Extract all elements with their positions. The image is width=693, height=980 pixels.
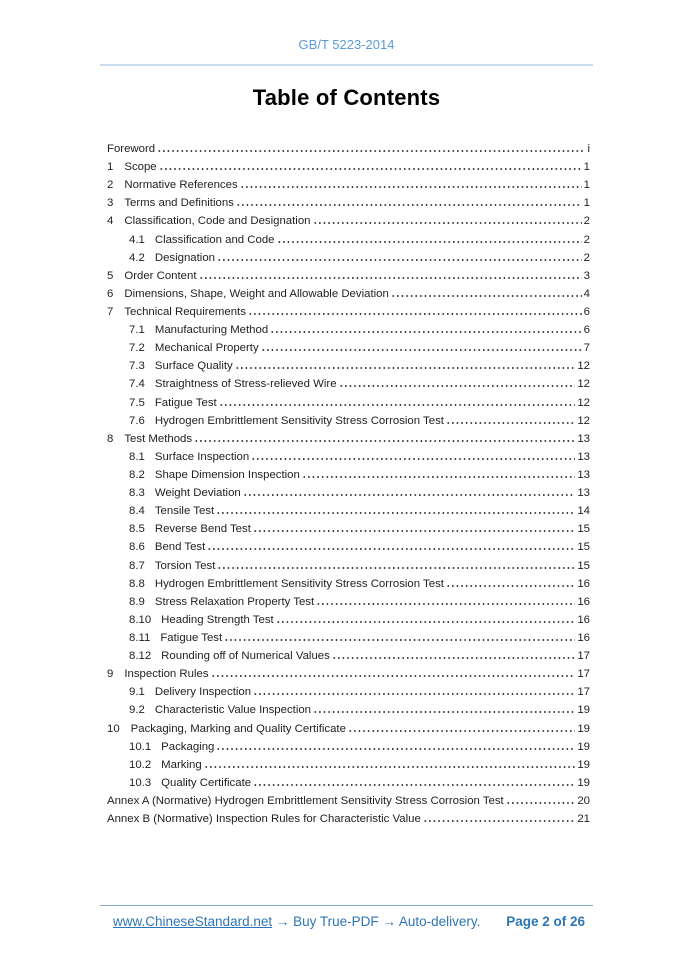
toc-entry[interactable]	[107, 647, 590, 665]
toc-entry-number: 7.3	[129, 360, 145, 373]
toc-entry[interactable]	[107, 176, 590, 194]
toc-entry-title: Torsion Test	[154, 559, 216, 572]
toc-entry-number: 8.7	[129, 559, 145, 572]
toc-entry-page: 17	[577, 650, 590, 663]
toc-entry-page: 17	[577, 668, 590, 681]
toc-entry-number: 9	[107, 668, 114, 681]
toc-entry[interactable]	[107, 701, 590, 719]
toc-entry-number: 7.6	[129, 414, 145, 427]
toc-entry[interactable]	[107, 140, 590, 158]
toc-entry-number: 9.2	[129, 704, 145, 717]
toc-entry-page: 6	[583, 305, 590, 318]
header-divider	[100, 64, 593, 66]
toc-entry[interactable]	[107, 593, 590, 611]
toc-entry[interactable]	[107, 357, 590, 375]
toc-entry[interactable]	[107, 321, 590, 339]
toc-dot-leader	[160, 168, 582, 170]
toc-entry[interactable]	[107, 339, 590, 357]
toc-entry-number: 10.1	[129, 740, 152, 753]
toc-dot-leader	[200, 277, 582, 279]
toc-dot-leader	[271, 331, 581, 333]
toc-entry-number: 8.8	[129, 577, 145, 590]
toc-entry-title: Packaging, Marking and Quality Certificate	[130, 722, 346, 735]
toc-dot-leader	[236, 367, 576, 369]
toc-entry-number: 8.9	[129, 595, 145, 608]
toc-entry-number: 5	[107, 269, 114, 282]
toc-entry-page: 12	[577, 396, 590, 409]
toc-dot-leader	[262, 349, 582, 351]
toc-entry-number: 4.2	[129, 251, 145, 264]
toc-dot-leader	[220, 404, 576, 406]
toc-entry-title: Weight Deviation	[154, 487, 241, 500]
toc-dot-leader	[254, 530, 575, 532]
toc-entry-page: 16	[577, 577, 590, 590]
toc-entry-page: 15	[577, 559, 590, 572]
toc-entry-page: 19	[577, 722, 590, 735]
toc-entry-title: Surface Quality	[154, 360, 233, 373]
toc-entry-page: 15	[577, 541, 590, 554]
toc-entry-number: 8.10	[129, 613, 152, 626]
toc-dot-leader	[205, 766, 576, 768]
toc-entry-page: 7	[583, 342, 590, 355]
toc-entry-title: Bend Test	[154, 541, 206, 554]
toc-entry[interactable]	[107, 756, 590, 774]
standard-code: GB/T 5223-2014	[298, 37, 395, 52]
toc-dot-leader	[252, 458, 575, 460]
toc-entry[interactable]	[107, 375, 590, 393]
toc-entry-title: Tensile Test	[154, 505, 215, 518]
toc-entry[interactable]	[107, 231, 590, 249]
toc-entry-number: 8.5	[129, 523, 145, 536]
toc-entry-title: Inspection Rules	[124, 668, 209, 681]
toc-entry-title: Classification, Code and Designation	[124, 215, 311, 228]
toc-dot-leader	[212, 675, 576, 677]
toc-entry[interactable]	[107, 575, 590, 593]
toc-entry-page: 12	[577, 378, 590, 391]
toc-entry-page: 3	[583, 269, 590, 282]
table-of-contents	[107, 140, 590, 828]
toc-entry[interactable]	[107, 810, 590, 828]
toc-entry-page: 12	[577, 360, 590, 373]
toc-entry[interactable]	[107, 557, 590, 575]
toc-entry[interactable]	[107, 611, 590, 629]
toc-entry-number: 8.4	[129, 505, 145, 518]
toc-dot-leader	[218, 259, 582, 261]
toc-entry-page: 13	[577, 468, 590, 481]
toc-dot-leader	[278, 241, 582, 243]
footer	[100, 914, 593, 929]
toc-entry-number: 8.2	[129, 468, 145, 481]
toc-dot-leader	[254, 784, 575, 786]
toc-entry-title: Straightness of Stress-relieved Wire	[154, 378, 337, 391]
toc-entry[interactable]	[107, 212, 590, 230]
toc-entry-title: Rounding off of Numerical Values	[161, 650, 330, 663]
toc-entry[interactable]	[107, 267, 590, 285]
toc-entry-number: 10.3	[129, 776, 152, 789]
footer-tagline-text: → Buy True-PDF → Auto-delivery.	[272, 914, 481, 929]
toc-entry-number: 7.2	[129, 342, 145, 355]
toc-entry-title: Packaging	[161, 740, 215, 753]
toc-entry-title: Annex B (Normative) Inspection Rules for Characteristic Value	[107, 813, 421, 826]
toc-dot-leader	[507, 802, 576, 804]
toc-entry-title: Normative References	[124, 179, 238, 192]
toc-dot-leader	[225, 639, 575, 641]
toc-entry[interactable]	[107, 466, 590, 484]
toc-entry-title: Surface Inspection	[154, 450, 250, 463]
toc-entry[interactable]	[107, 792, 590, 810]
toc-dot-leader	[340, 385, 576, 387]
toc-entry[interactable]	[107, 430, 590, 448]
toc-dot-leader	[333, 657, 576, 659]
toc-dot-leader	[447, 585, 575, 587]
toc-entry[interactable]	[107, 484, 590, 502]
toc-entry[interactable]	[107, 194, 590, 212]
toc-entry-number: 10.2	[129, 758, 152, 771]
toc-entry-page: 1	[583, 197, 590, 210]
toc-entry[interactable]	[107, 249, 590, 267]
toc-entry-page: 19	[577, 740, 590, 753]
toc-dot-leader	[218, 567, 575, 569]
toc-dot-leader	[241, 186, 582, 188]
toc-dot-leader	[314, 711, 575, 713]
toc-entry[interactable]	[107, 303, 590, 321]
toc-entry-title: Terms and Definitions	[124, 197, 234, 210]
toc-dot-leader	[424, 820, 576, 822]
toc-dot-leader	[217, 748, 575, 750]
toc-entry-page: 16	[577, 631, 590, 644]
toc-entry-number: 7.5	[129, 396, 145, 409]
toc-dot-leader	[217, 512, 575, 514]
toc-dot-leader	[158, 150, 585, 152]
toc-entry-number: 8.12	[129, 650, 152, 663]
toc-entry-number: 7.4	[129, 378, 145, 391]
toc-entry-page: 20	[577, 794, 590, 807]
toc-entry[interactable]	[107, 738, 590, 756]
toc-entry-number: 9.1	[129, 686, 145, 699]
toc-entry[interactable]	[107, 412, 590, 430]
toc-entry-number: 10	[107, 722, 120, 735]
toc-entry[interactable]	[107, 520, 590, 538]
toc-entry-number: 8.11	[129, 631, 151, 644]
toc-entry-number: 7	[107, 305, 114, 318]
toc-entry[interactable]	[107, 502, 590, 520]
toc-entry-title: Mechanical Property	[154, 342, 259, 355]
toc-entry-page: 1	[583, 179, 590, 192]
toc-entry[interactable]	[107, 720, 590, 738]
toc-entry-page: 16	[577, 613, 590, 626]
toc-entry-number: 7.1	[129, 324, 145, 337]
toc-entry-title: Classification and Code	[154, 233, 275, 246]
toc-entry-page: 13	[577, 487, 590, 500]
toc-entry[interactable]	[107, 683, 590, 701]
toc-entry-page: 6	[583, 324, 590, 337]
toc-entry-page: i	[587, 143, 590, 155]
toc-entry[interactable]	[107, 285, 590, 303]
toc-entry-title: Order Content	[124, 269, 197, 282]
toc-entry-page: 13	[577, 432, 590, 445]
toc-entry-title: Dimensions, Shape, Weight and Allowable Deviation	[124, 287, 389, 300]
toc-entry-title: Annex A (Normative) Hydrogen Embrittlement Sensitivity Stress Corrosion Test	[107, 794, 504, 807]
toc-dot-leader	[392, 295, 582, 297]
toc-entry[interactable]	[107, 538, 590, 556]
toc-entry-page: 1	[583, 161, 590, 174]
footer-divider	[100, 905, 593, 906]
toc-entry-number: 2	[107, 179, 114, 192]
toc-entry-number: 8.6	[129, 541, 145, 554]
toc-entry-title: Stress Relaxation Property Test	[154, 595, 315, 608]
toc-entry-page: 19	[577, 704, 590, 717]
toc-entry[interactable]	[107, 774, 590, 792]
toc-entry[interactable]	[107, 665, 590, 683]
toc-entry[interactable]	[107, 448, 590, 466]
toc-entry-title: Heading Strength Test	[161, 613, 274, 626]
toc-dot-leader	[277, 621, 576, 623]
toc-entry-title: Scope	[124, 161, 157, 174]
toc-entry-title: Designation	[154, 251, 216, 264]
toc-entry-title: Shape Dimension Inspection	[154, 468, 300, 481]
toc-entry-page: 19	[577, 776, 590, 789]
toc-entry-page: 13	[577, 450, 590, 463]
toc-entry-title: Manufacturing Method	[154, 324, 269, 337]
website-link[interactable]: www.ChineseStandard.net	[113, 914, 273, 929]
toc-entry-number: 8	[107, 432, 114, 445]
toc-entry-page: 2	[583, 233, 590, 246]
toc-dot-leader	[314, 222, 582, 224]
page-title: Table of Contents	[252, 85, 441, 110]
toc-entry[interactable]	[107, 629, 590, 647]
toc-entry-title: Technical Requirements	[124, 305, 246, 318]
toc-entry-number: 8.1	[129, 450, 145, 463]
toc-dot-leader	[254, 693, 575, 695]
toc-entry-number: 6	[107, 287, 114, 300]
toc-entry-title: Foreword	[107, 143, 156, 155]
toc-dot-leader	[244, 494, 576, 496]
toc-entry-title: Test Methods	[124, 432, 193, 445]
toc-entry[interactable]	[107, 158, 590, 176]
toc-entry-page: 21	[577, 813, 590, 826]
toc-entry-title: Fatigue Test	[160, 631, 223, 644]
toc-dot-leader	[349, 730, 575, 732]
toc-dot-leader	[447, 422, 575, 424]
toc-dot-leader	[237, 204, 582, 206]
toc-dot-leader	[249, 313, 582, 315]
toc-entry-page: 17	[577, 686, 590, 699]
toc-entry-page: 4	[583, 287, 590, 300]
page-indicator: Page 2 of 26	[506, 914, 585, 929]
toc-entry-page: 2	[583, 215, 590, 228]
toc-entry-title: Marking	[161, 758, 202, 771]
toc-entry-title: Fatigue Test	[154, 396, 217, 409]
toc-entry-title: Delivery Inspection	[154, 686, 252, 699]
toc-entry-page: 12	[577, 414, 590, 427]
toc-dot-leader	[195, 440, 575, 442]
toc-entry[interactable]	[107, 394, 590, 412]
toc-entry-title: Hydrogen Embrittlement Sensitivity Stress Corrosion Test	[154, 577, 444, 590]
toc-entry-number: 1	[107, 161, 114, 174]
toc-dot-leader	[303, 476, 575, 478]
toc-entry-number: 4.1	[129, 233, 145, 246]
toc-entry-title: Hydrogen Embrittlement Sensitivity Stress Corrosion Test	[154, 414, 444, 427]
toc-entry-number: 3	[107, 197, 114, 210]
toc-entry-number: 8.3	[129, 487, 145, 500]
toc-dot-leader	[208, 548, 575, 550]
toc-entry-page: 19	[577, 758, 590, 771]
toc-entry-title: Reverse Bend Test	[154, 523, 251, 536]
toc-entry-title: Quality Certificate	[161, 776, 252, 789]
toc-entry-page: 15	[577, 523, 590, 536]
toc-entry-page: 14	[577, 505, 590, 518]
toc-entry-page: 16	[577, 595, 590, 608]
toc-dot-leader	[317, 603, 575, 605]
toc-entry-page: 2	[583, 251, 590, 264]
footer-tagline	[113, 914, 480, 929]
toc-entry-title: Characteristic Value Inspection	[154, 704, 312, 717]
toc-entry-number: 4	[107, 215, 114, 228]
